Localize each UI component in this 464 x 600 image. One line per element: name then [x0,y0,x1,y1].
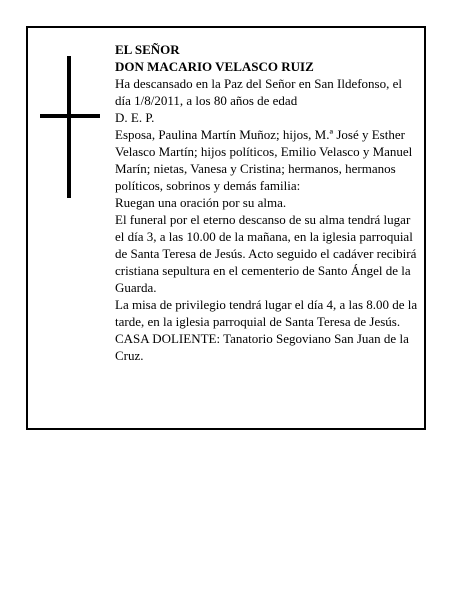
cross-vertical-bar [67,56,71,198]
title-line-1: EL SEÑOR [115,42,180,57]
death-info: Ha descansado en la Paz del Señor en San Ildefonso, el día 1/8/2011, a los 80 años de edad [115,76,402,108]
casa-doliente: CASA DOLIENTE: Tanatorio Segoviano San Juan de la Cruz. [115,331,409,363]
cross-icon [40,56,100,198]
obituary-notice [26,26,426,430]
dep-line: D. E. P. [115,110,155,125]
prayer-request: Ruegan una oración por su alma. [115,195,287,210]
cross-horizontal-bar [40,114,100,118]
obituary-text [115,41,421,364]
funeral-details: El funeral por el eterno descanso de su alma tendrá lugar el día 3, a las 10.00 de la mañana, en la iglesia parroquial de Santa Teresa de Jesús. Acto seguido el cadáver recibirá cristiana sepultura en el cementerio de Santo Ángel de la Guarda. [115,212,417,295]
privilege-mass-details: La misa de privilegio tendrá lugar el día 4, a las 8.00 de la tarde, en la iglesia parroquial de Santa Teresa de Jesús. [115,297,418,329]
family-list: Esposa, Paulina Martín Muñoz; hijos, M.ª José y Esther Velasco Martín; hijos políticos, Emilio Velasco y Manuel Marín; nietas, Vanesa y Cristina; hermanos, hermanos políticos, sobrinos y demás familia: [115,127,413,193]
deceased-name: DON MACARIO VELASCO RUIZ [115,59,314,74]
